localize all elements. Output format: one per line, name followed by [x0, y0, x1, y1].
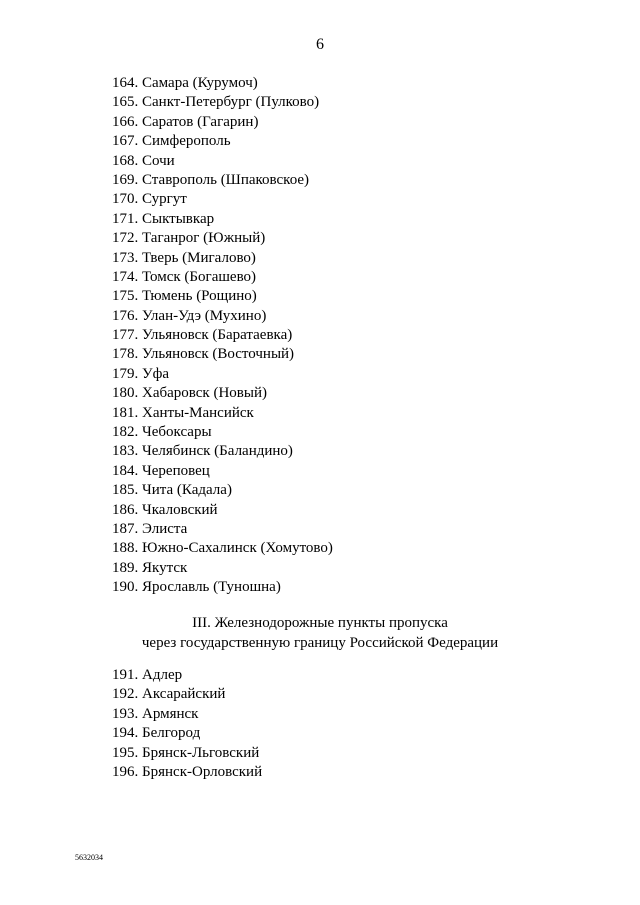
- checkpoint-list-airports: [112, 74, 333, 598]
- list-item: 184. Череповец: [112, 462, 210, 479]
- list-item: 167. Симферополь: [112, 133, 231, 150]
- list-item: 195. Брянск-Льговский: [112, 744, 260, 761]
- list-item: 196. Брянск-Орловский: [112, 763, 263, 780]
- list-item: 172. Таганрог (Южный): [112, 230, 266, 247]
- list-item: 190. Ярославль (Туношна): [112, 579, 281, 596]
- list-item: 179. Уфа: [112, 365, 169, 382]
- list-item: 174. Томск (Богашево): [112, 268, 257, 285]
- list-item: 193. Армянск: [112, 705, 199, 722]
- list-item: 175. Тюмень (Рощино): [112, 288, 257, 305]
- list-item: 181. Ханты-Мансийск: [112, 404, 254, 421]
- list-item: 191. Адлер: [112, 667, 183, 683]
- list-item: 194. Белгород: [112, 725, 201, 742]
- list-item: 186. Чкаловский: [112, 501, 218, 518]
- list-item: 173. Тверь (Мигалово): [112, 249, 256, 266]
- list-item: 178. Ульяновск (Восточный): [112, 346, 295, 363]
- list-item: 187. Элиста: [112, 520, 188, 537]
- list-item: 182. Чебоксары: [112, 424, 212, 441]
- section-heading-line-2: через государственную границу Российской Федерации: [141, 634, 499, 651]
- list-item: 176. Улан-Удэ (Мухино): [112, 307, 267, 324]
- list-item: 169. Ставрополь (Шпаковское): [112, 171, 310, 188]
- checkpoint-list-railway: [112, 666, 262, 782]
- section-heading: [0, 614, 640, 653]
- list-item: 164. Самара (Курумоч): [112, 75, 258, 91]
- list-item: 168. Сочи: [112, 152, 175, 169]
- list-item: 189. Якутск: [112, 559, 188, 576]
- list-item: 183. Челябинск (Баландино): [112, 443, 293, 460]
- list-item: 188. Южно-Сахалинск (Хомутово): [112, 540, 333, 557]
- list-item: 170. Сургут: [112, 191, 187, 208]
- list-item: 165. Санкт-Петербург (Пулково): [112, 94, 320, 111]
- section-heading-line-1: III. Железнодорожные пункты пропуска: [192, 615, 448, 631]
- list-item: 171. Сыктывкар: [112, 210, 215, 227]
- list-item: 185. Чита (Кадала): [112, 482, 232, 499]
- page-number: 6: [316, 36, 324, 53]
- list-item: 177. Ульяновск (Баратаевка): [112, 327, 293, 344]
- list-item: 192. Аксарайский: [112, 686, 226, 703]
- document-code: 5632034: [75, 853, 103, 862]
- list-item: 166. Саратов (Гагарин): [112, 113, 259, 130]
- list-item: 180. Хабаровск (Новый): [112, 385, 267, 402]
